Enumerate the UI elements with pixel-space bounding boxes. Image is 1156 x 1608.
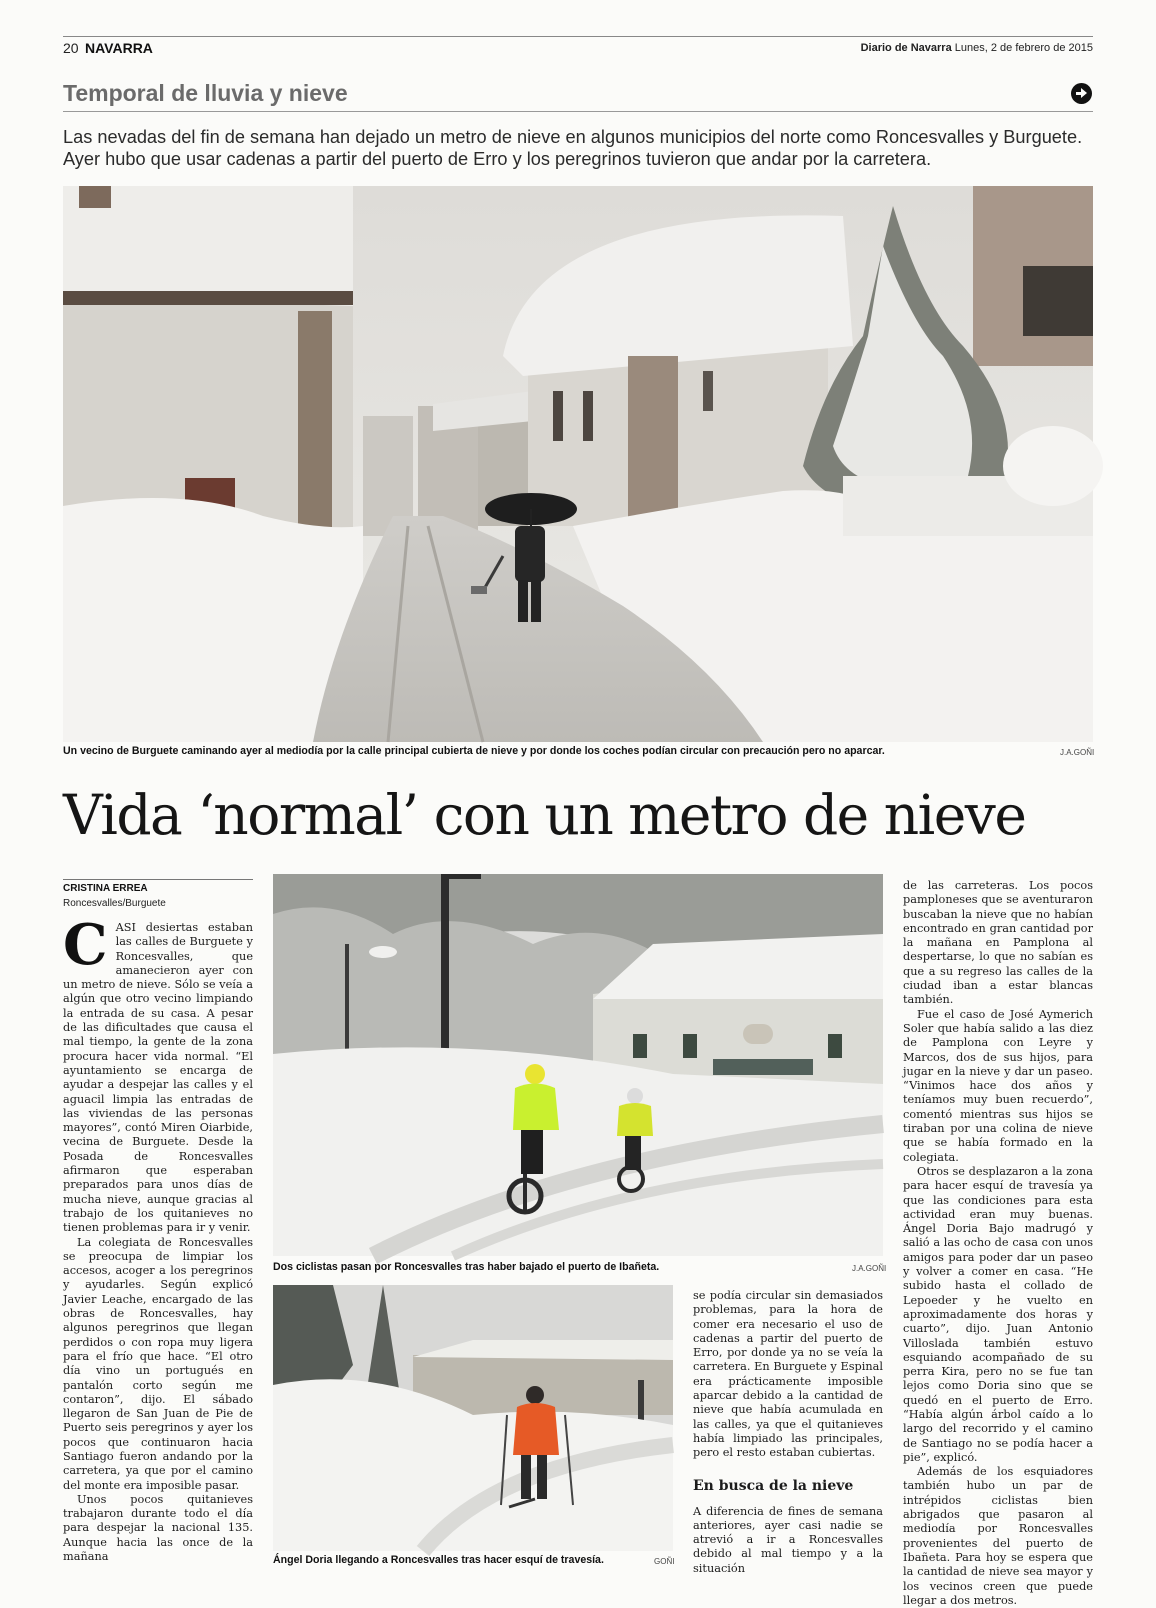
main-photo-caption: Un vecino de Burguete caminando ayer al mediodía por la calle principal cubierta de nieve y por donde los coches podían circular con precaución pero no aparcar.: [63, 745, 885, 757]
article-paragraph: Además de los esquiadores también hubo un par de intrépidos ciclistas bien abrigados que pasaron al mediodía por Roncesvalles provenientes del puerto de Ibañeta. Para hoy se espera que la cantidad de nieve sea mayor y los vecinos creen que puede llegar a dos metros.: [903, 1465, 1093, 1607]
top-rule: [63, 36, 1093, 37]
article-paragraph: Unos pocos quitanieves trabajaron durante todo el día para despejar la nacional 135. Aunque hacia las once de la mañana: [63, 1492, 253, 1564]
headline: Vida ‘normal’ con un metro de nieve: [63, 783, 1026, 847]
kicker-rule: [63, 111, 1093, 112]
skier-illustration: [273, 1285, 673, 1551]
byline-rule: [63, 879, 253, 880]
article-paragraph: La colegiata de Roncesvalles se preocupa de limpiar los accesos, acoger a los peregrinos y ayudarles. Según explicó Javier Leache, encargado de las obras de Roncesvalles, hay algunos peregrinos que llegan perdidos o con ropa muy ligera para el frío que hace. “El otro día vino un portugués en pantalón corto según me contaron”, dijo. El sábado llegaron de San Juan de Pie de Puerto seis peregrinos y ayer los pocos que continuaron hacia Santiago fueron andando por la carretera, ya que por el camino del monte era imposible pasar.: [63, 1235, 253, 1492]
cyclists-photo: [273, 874, 883, 1256]
main-photo-credit: J.A.GOÑI: [1060, 748, 1095, 757]
subheading: En busca de la nieve: [693, 1477, 854, 1494]
article-paragraph: A diferencia de fines de semana anteriores, ayer casi nadie se atrevió a ir a Roncesvalles debido al mal tiempo y a la situación: [693, 1504, 883, 1575]
skier-photo-credit: GOÑI: [654, 1557, 675, 1566]
skier-photo-caption: Ángel Doria llegando a Roncesvalles tras hacer esquí de travesía.: [273, 1554, 604, 1566]
paper-name: Diario de Navarra: [860, 42, 952, 54]
cyclists-photo-caption: Dos ciclistas pasan por Roncesvalles tras haber bajado el puerto de Ibañeta.: [273, 1261, 660, 1273]
article-column-4: [903, 879, 1093, 1607]
arrow-right-icon: [1071, 83, 1092, 104]
article-paragraph: CASI desiertas estaban las calles de Burguete y Roncesvalles, que amanecieron ayer con un metro de nieve. Sólo se veía a algún que otro vecino limpiando la entrada de su casa. A pesar de las dificultades que causa el mal tiempo, la gente de la zona procura hacer vida normal. “El ayuntamiento se encarga de ayudar a despejar las calles y el aguacil limpia las entradas de las viviendas de las personas mayores”, contó Miren Oiarbide, vecina de Burguete. Desde la Posada de Roncesvalles afirmaron que esperaban preparados para unos días de mucha nieve, aunque gracias al trabajo de los quitanieves no tienen problemas para ir y venir.: [63, 912, 253, 1235]
issue-date: Lunes, 2 de febrero de 2015: [954, 42, 1093, 54]
article-paragraph: de las carreteras. Los pocos pamploneses que se aventuraron buscaban la nieve que no habían encontrado en gran cantidad por la mañana en Pamplona al despertarse, lo que no sabían es que a su regreso las calles de la ciudad iban a estar blancas también.: [903, 879, 1093, 1007]
article-paragraph: Fue el caso de José Aymerich Soler que había salido a las diez de Pamplona con Leyre y Marcos, dos de sus hijos, para jugar en la nieve y dar un paseo. “Vinimos hace dos años y teníamos muy buen recuerdo”, comentó mientras sus hijos se tiraban por una colina de nieve que se había formado en la colegiata.: [903, 1007, 1093, 1164]
snowy-street-illustration: [63, 186, 1093, 742]
byline-place: Roncesvalles/Burguete: [63, 898, 166, 909]
byline-author: CRISTINA ERREA: [63, 883, 148, 894]
kicker: Temporal de lluvia y nieve: [63, 80, 348, 106]
skier-photo: [273, 1285, 673, 1551]
main-photo: [63, 186, 1093, 742]
article-column-1: [63, 912, 253, 1581]
article-paragraph: Otros se desplazaron a la zona para hacer esquí de travesía ya que las condiciones para esta actividad eran muy buenas. Ángel Doria Bajo madrugó y salió a las ocho de casa con unos amigos para poder dar un paseo y volver a comer en casa. “He subido hasta el collado de Lepoeder y he vuelto en aproximadamente dos horas y cuarto”, dijo. Juan Antonio Villoslada también estuvo esquiando acompañado de su perra Kira, pero no se fue tan lejos como Doria sino que se quedó en el puerto de Erro. “Había algún árbol caído a lo largo del recorrido y el camino de Santiago no se podía hacer a pie”, explicó.: [903, 1164, 1093, 1464]
drop-cap: C: [63, 912, 108, 978]
page-number: 20: [63, 40, 79, 56]
masthead: [861, 42, 1093, 54]
article-column-3: [693, 1289, 883, 1579]
section-name: NAVARRA: [85, 40, 153, 56]
cyclists-photo-credit: J.A.GOÑI: [852, 1264, 887, 1273]
article-paragraph: se podía circular sin demasiados problemas, para la hora de comer era necesario el uso de cadenas a partir del puerto de Erro, por donde ya no se veía la carretera. En Burguete y Espinal era prácticamente imposible aparcar debido a la cantidad de nieve que había acumulada en las calles, ya que el quitanieves había limpiado las principales, pero el resto estaban cubiertas.: [693, 1289, 883, 1460]
lede: Las nevadas del fin de semana han dejado un metro de nieve en algunos municipios del norte como Roncesvalles y Burguete. Ayer hubo que usar cadenas a partir del puerto de Erro y los peregrinos tuvieron que andar por la carretera.: [63, 127, 1083, 169]
cyclists-illustration: [273, 874, 883, 1256]
